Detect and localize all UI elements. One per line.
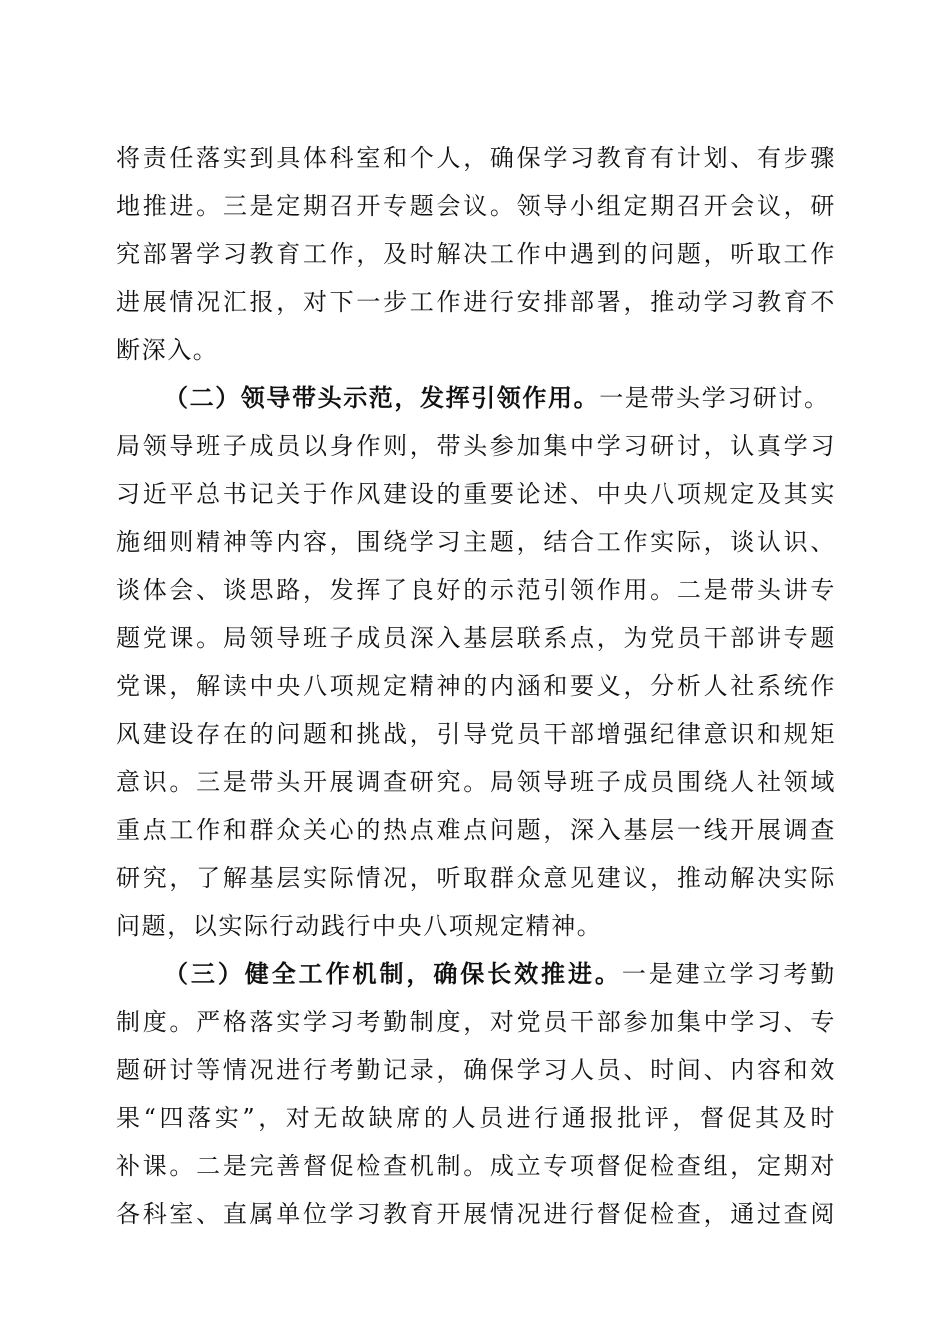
text-line: 党课，解读中央八项规定精神的内涵和要义，分析人社系统作 [116, 672, 836, 700]
text-run: 一是建立学习考勤 [621, 960, 836, 988]
text-line: 果“四落实”，对无故缺席的人员进行通报批评，督促其及时 [116, 1104, 836, 1132]
text-line: 谈体会、谈思路，发挥了良好的示范引领作用。二是带头讲专 [116, 576, 836, 604]
text-line: 断深入。 [116, 336, 219, 364]
text-line: 各科室、直属单位学习教育开展情况进行督促检查，通过查阅 [116, 1200, 836, 1228]
text-line: 题党课。局领导班子成员深入基层联系点，为党员干部讲专题 [116, 624, 836, 652]
text-line: 施细则精神等内容，围绕学习主题，结合工作实际，谈认识、 [116, 528, 836, 556]
text-line: 制度。严格落实学习考勤制度，对党员干部参加集中学习、专 [116, 1008, 836, 1036]
text-line: 习近平总书记关于作风建设的重要论述、中央八项规定及其实 [116, 480, 836, 508]
section-heading-line [164, 949, 836, 999]
text-line: 补课。二是完善督促检查机制。成立专项督促检查组，定期对 [116, 1152, 836, 1180]
section-heading-line [164, 373, 854, 423]
text-line: 问题，以实际行动践行中央八项规定精神。 [116, 912, 603, 940]
text-line: 风建设存在的问题和挑战，引导党员干部增强纪律意识和规矩 [116, 720, 836, 748]
text-line: 研究，了解基层实际情况，听取群众意见建议，推动解决实际 [116, 864, 836, 892]
text-line: 重点工作和群众关心的热点难点问题，深入基层一线开展调查 [116, 816, 836, 844]
section-heading-2: （二）领导带头示范，发挥引领作用。 [164, 383, 600, 412]
text-line: 意识。三是带头开展调查研究。局领导班子成员围绕人社领域 [116, 768, 836, 796]
text-line: 进展情况汇报，对下一步工作进行安排部署，推动学习教育不 [116, 288, 836, 316]
section-heading-3: （三）健全工作机制，确保长效推进。 [164, 959, 622, 988]
text-line: 究部署学习教育工作，及时解决工作中遇到的问题，听取工作 [116, 240, 836, 268]
text-line: 将责任落实到具体科室和个人，确保学习教育有计划、有步骤 [116, 144, 836, 172]
text-line: 地推进。三是定期召开专题会议。领导小组定期召开会议，研 [116, 192, 836, 220]
text-run: 一是带头学习研讨。 [599, 384, 830, 412]
text-line: 题研讨等情况进行考勤记录，确保学习人员、时间、内容和效 [116, 1056, 836, 1084]
text-line: 局领导班子成员以身作则，带头参加集中学习研讨，认真学习 [116, 432, 836, 460]
